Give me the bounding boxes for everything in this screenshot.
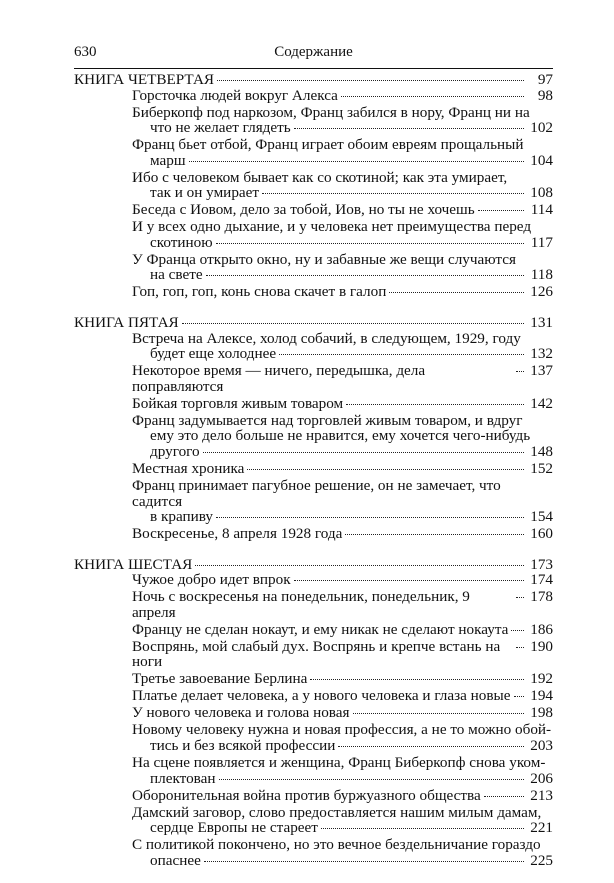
toc-entry-line: [74, 331, 553, 347]
page-ref: 137: [530, 362, 553, 380]
page-ref: 108: [530, 184, 553, 202]
page-ref: 178: [530, 588, 553, 606]
entry-title: Платье делает человека, а у нового человека и глаза новые: [132, 687, 511, 705]
toc-entry-line: [74, 396, 553, 412]
toc-entry[interactable]: [74, 331, 553, 362]
page-ref: 104: [530, 151, 553, 169]
page-ref: 198: [530, 704, 553, 722]
entry-title: На сцене появляется и женщина, Франц Биберкопф снова уком-: [132, 753, 546, 771]
leader-dots: [182, 323, 524, 324]
toc-entry-line: [74, 722, 553, 738]
entry-title: опаснее: [150, 851, 201, 869]
header-rule: [74, 68, 553, 69]
leader-dots: [279, 354, 524, 355]
toc-entry-line: [74, 461, 553, 477]
toc-entry[interactable]: [74, 105, 553, 136]
leader-dots: [262, 193, 524, 194]
leader-dots: [195, 565, 524, 566]
page-ref: 97: [537, 71, 553, 88]
leader-dots: [511, 630, 524, 631]
page-ref: 174: [530, 571, 553, 589]
leader-dots: [338, 746, 524, 747]
entry-title: в крапиву: [150, 508, 213, 526]
leader-dots: [204, 861, 524, 862]
toc-entry-line: [74, 105, 553, 121]
entry-title: Ибо с человеком бывает как со скотиной; как эта умирает,: [132, 168, 508, 186]
running-title: Содержание: [274, 44, 353, 60]
toc-entry-line: [74, 363, 553, 394]
leader-dots: [310, 679, 524, 680]
entry-title: Воскресенье, 8 апреля 1928 года: [132, 525, 343, 543]
page-ref: 152: [530, 459, 553, 477]
toc-entry[interactable]: [74, 202, 553, 218]
page-ref: 118: [530, 266, 553, 284]
book-section: [74, 557, 553, 869]
book-heading[interactable]: [74, 557, 553, 573]
toc-entry-line: [74, 837, 553, 853]
toc-entry[interactable]: [74, 589, 553, 620]
page-ref: 131: [530, 314, 553, 332]
entry-title: У нового человека и голова новая: [132, 704, 350, 722]
toc-entry-line: [74, 771, 553, 787]
toc-entry-line: [74, 88, 553, 104]
entry-title: тись и без всякой профессии: [150, 736, 336, 754]
book-title: КНИГА ЧЕТВЕРТАЯ: [74, 71, 215, 88]
page-number: 630: [74, 44, 97, 60]
toc-entry-line: [74, 738, 553, 754]
leader-dots: [203, 452, 524, 453]
toc-entry[interactable]: [74, 88, 553, 104]
page-ref: 173: [530, 555, 553, 573]
toc-entry-line: [74, 137, 553, 153]
toc-entry-line: [74, 235, 553, 251]
toc-entry-line: [74, 639, 553, 670]
toc-entry-line: [74, 509, 553, 525]
toc-entry-line: [74, 671, 553, 687]
table-of-contents: [74, 72, 553, 883]
toc-entry[interactable]: [74, 755, 553, 786]
entry-title: будет еще холоднее: [150, 345, 277, 363]
toc-entry-line: [74, 820, 553, 836]
leader-dots: [341, 96, 524, 97]
page-ref: 190: [530, 637, 553, 655]
entry-title: ему это дело больше не нравится, ему хочется чего-нибудь: [150, 427, 531, 445]
toc-entry-line: [74, 572, 553, 588]
book-section: [74, 72, 553, 300]
book-title: КНИГА ШЕСТАЯ: [74, 555, 193, 573]
entry-title: Франц принимает пагубное решение, он не замечает, что садится: [132, 476, 501, 510]
toc-entry-line: [74, 202, 553, 218]
toc-entry[interactable]: [74, 671, 553, 687]
toc-entry-line: [74, 185, 553, 201]
entry-title: Беседа с Иовом, дело за тобой, Иов, но ты не хочешь: [132, 201, 475, 219]
book-heading[interactable]: [74, 315, 553, 331]
toc-entry[interactable]: [74, 722, 553, 753]
entry-title: на свете: [150, 266, 203, 284]
toc-entry[interactable]: [74, 639, 553, 670]
page-ref: 126: [530, 283, 553, 301]
leader-dots: [216, 517, 524, 518]
page-ref: 98: [537, 86, 553, 104]
entry-title: С политикой покончено, но это вечное бездельничание гораздо: [132, 836, 541, 854]
toc-entry[interactable]: [74, 526, 553, 542]
page-ref: 154: [530, 508, 553, 526]
toc-entry[interactable]: [74, 805, 553, 836]
leader-dots: [219, 779, 525, 780]
toc-entry[interactable]: [74, 413, 553, 460]
leader-dots: [353, 713, 524, 714]
toc-entry-line: [74, 252, 553, 268]
toc-entry[interactable]: [74, 170, 553, 201]
toc-entry-line: [74, 267, 553, 283]
toc-entry-line: [74, 219, 553, 235]
toc-entry-line: [74, 346, 553, 362]
page-ref: 142: [530, 394, 553, 412]
toc-entry-line: [74, 444, 553, 460]
toc-entry[interactable]: [74, 478, 553, 525]
toc-entry[interactable]: [74, 705, 553, 721]
page-ref: 160: [530, 525, 553, 543]
entry-title: Оборонительная война против буржуазного общества: [132, 786, 481, 804]
page-ref: 132: [530, 345, 553, 363]
entry-title: Горсточка людей вокруг Алекса: [132, 86, 338, 104]
toc-entry-line: [74, 120, 553, 136]
toc-entry-line: [74, 428, 553, 444]
leader-dots: [478, 210, 524, 211]
toc-entry-line: [74, 705, 553, 721]
toc-entry[interactable]: [74, 788, 553, 804]
leader-dots: [216, 243, 524, 244]
leader-dots: [206, 275, 524, 276]
page-ref: 102: [530, 119, 553, 137]
entry-title: Воспрянь, мой слабый дух. Воспрянь и крепче встань на ноги: [132, 637, 501, 671]
leader-dots: [346, 404, 524, 405]
toc-entry-line: [74, 413, 553, 429]
entry-title: что не желает глядеть: [150, 119, 291, 137]
leader-dots: [294, 128, 524, 129]
entry-title: Некоторое время — ничего, передышка, дела поправляются: [132, 362, 426, 395]
toc-entry[interactable]: [74, 622, 553, 638]
entry-title: Франц бьет отбой, Франц играет обоим евреям прощальный: [132, 136, 524, 154]
page-ref: 203: [530, 736, 553, 754]
entry-title: У Франца открыто окно, ну и забавные же вещи случаются: [132, 250, 516, 268]
entry-title: Ночь с воскресенья на понедельник, понедельник, 9 апреля: [132, 588, 470, 621]
toc-entry-line: [74, 805, 553, 821]
toc-entry[interactable]: [74, 363, 553, 394]
entry-title: Биберкопф под наркозом, Франц забился в нору, Франц ни на: [132, 103, 530, 121]
toc-entry-line: [74, 284, 553, 300]
entry-title: Бойкая торговля живым товаром: [132, 394, 344, 412]
toc-entry-line: [74, 755, 553, 771]
toc-entry[interactable]: [74, 461, 553, 477]
leader-dots: [516, 371, 524, 372]
leader-dots: [484, 796, 524, 797]
toc-entry[interactable]: [74, 284, 553, 300]
entry-title: Чужое добро идет впрок: [132, 571, 291, 589]
page-ref: 148: [530, 442, 553, 460]
page-ref: 117: [530, 233, 553, 251]
toc-entry[interactable]: [74, 688, 553, 704]
entry-title: другого: [150, 442, 200, 460]
entry-title: Дамский заговор, слово предоставляется нашим милым дамам,: [132, 803, 542, 821]
leader-dots: [514, 696, 524, 697]
page-ref: 114: [530, 201, 553, 219]
entry-title: скотиною: [150, 233, 213, 251]
leader-dots: [217, 80, 524, 81]
entry-title: Гоп, гоп, гоп, конь снова скачет в галоп: [132, 283, 387, 301]
toc-entry[interactable]: [74, 396, 553, 412]
entry-title: Местная хроника: [132, 459, 245, 477]
leader-dots: [247, 469, 524, 470]
toc-entry-line: [74, 170, 553, 186]
toc-entry[interactable]: [74, 572, 553, 588]
page-ref: 194: [530, 687, 553, 705]
page-ref: 225: [530, 851, 553, 869]
toc-entry[interactable]: [74, 252, 553, 283]
page-ref: 213: [530, 786, 553, 804]
leader-dots: [516, 597, 524, 598]
page-ref: 206: [530, 769, 553, 787]
leader-dots: [294, 580, 524, 581]
toc-entry[interactable]: [74, 137, 553, 168]
leader-dots: [345, 534, 524, 535]
page-ref: 186: [530, 620, 553, 638]
entry-title: Францу не сделан нокаут, и ему никак не сделают нокаута: [132, 620, 509, 638]
toc-entry[interactable]: [74, 837, 553, 868]
leader-dots: [189, 161, 524, 162]
entry-title: марш: [150, 151, 186, 169]
page-header: [74, 44, 553, 66]
page-ref: 221: [530, 819, 553, 837]
toc-entry-line: [74, 589, 553, 620]
entry-title: плектован: [150, 769, 216, 787]
entry-title: Встреча на Алексе, холод собачий, в следующем, 1929, году: [132, 329, 521, 347]
toc-entry-line: [74, 153, 553, 169]
book-title: КНИГА ПЯТАЯ: [74, 314, 179, 332]
leader-dots: [389, 292, 524, 293]
toc-entry-line: [74, 622, 553, 638]
entry-title: Третье завоевание Берлина: [132, 670, 308, 688]
entry-title: сердце Европы не стареет: [150, 819, 318, 837]
entry-title: И у всех одно дыхание, и у человека нет преимущества перед: [132, 218, 532, 236]
leader-dots: [321, 828, 524, 829]
book-heading[interactable]: [74, 72, 553, 88]
book-section: [74, 315, 553, 542]
toc-entry-line: [74, 788, 553, 804]
page-ref: 192: [530, 670, 553, 688]
toc-entry[interactable]: [74, 219, 553, 250]
entry-title: Франц задумывается над торговлей живым товаром, и вдруг: [132, 411, 523, 429]
toc-entry-line: [74, 526, 553, 542]
toc-entry-line: [74, 853, 553, 869]
entry-title: так и он умирает: [150, 184, 260, 202]
entry-title: Новому человеку нужна и новая профессия, а не то можно обой-: [132, 721, 552, 739]
leader-dots: [516, 647, 524, 648]
toc-entry-line: [74, 478, 553, 509]
toc-entry-line: [74, 688, 553, 704]
